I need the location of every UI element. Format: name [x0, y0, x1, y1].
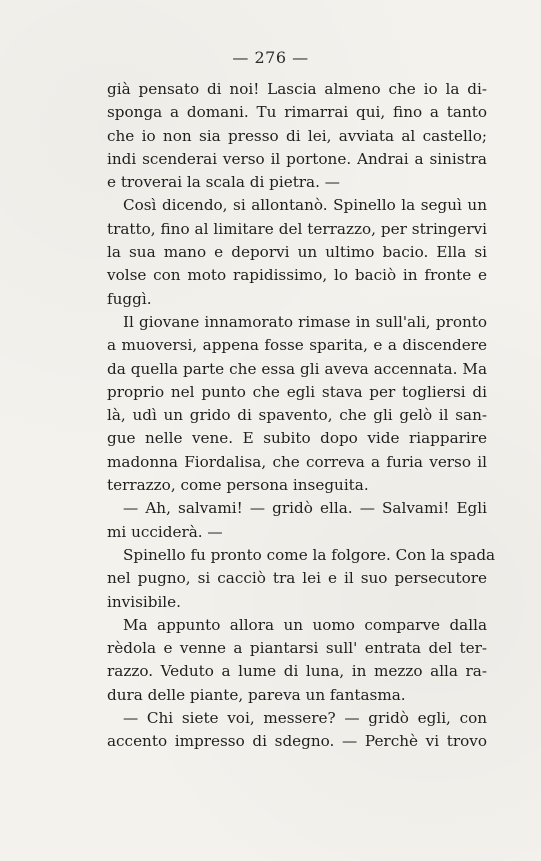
text-line: mi ucciderà. —: [107, 522, 223, 541]
text-line: là, udì un grido di spavento, che gli gelò il san-: [107, 406, 487, 425]
text-line: la sua mano e deporvi un ultimo bacio. Ella si: [107, 243, 487, 262]
text-line: Ma appunto allora un uomo comparve dalla: [123, 615, 487, 634]
text-line: Così dicendo, si allontanò. Spinello la seguì un: [123, 196, 487, 215]
text-line: indi scenderai verso il portone. Andrai a sinistra: [107, 149, 487, 168]
text-line: e troverai la scala di pietra. —: [107, 173, 340, 192]
text-line: terrazzo, come persona inseguita.: [107, 476, 369, 495]
text-line: nel pugno, si cacciò tra lei e il suo persecutore: [107, 569, 487, 588]
body-text: [107, 78, 496, 754]
page-number: — 276 —: [232, 48, 309, 67]
text-line: rèdola e venne a piantarsi sull' entrata del ter-: [107, 639, 487, 658]
text-line: a muoversi, appena fosse sparita, e a discendere: [107, 336, 487, 355]
text-line: proprio nel punto che egli stava per togliersi di: [107, 382, 487, 401]
text-line: tratto, fino al limitare del terrazzo, per stringervi: [107, 219, 487, 238]
text-line: che io non sia presso di lei, avviata al castello;: [107, 126, 487, 145]
text-line: madonna Fiordalisa, che correva a furia verso il: [107, 452, 487, 471]
text-line: dura delle piante, pareva un fantasma.: [107, 685, 406, 704]
text-line: invisibile.: [107, 592, 181, 611]
text-line: — Ah, salvami! — gridò ella. — Salvami! Egli: [123, 499, 487, 518]
text-line: gue nelle vene. E subito dopo vide riapparire: [107, 429, 487, 448]
text-line: Il giovane innamorato rimase in sull'ali, pronto: [123, 312, 487, 331]
text-line: già pensato di noi! Lascia almeno che io la di-: [107, 80, 487, 98]
text-line: volse con moto rapidissimo, lo baciò in fronte e: [107, 266, 487, 285]
text-line: razzo. Veduto a lume di luna, in mezzo alla ra-: [107, 662, 487, 681]
text-line: fuggì.: [107, 289, 152, 308]
text-line: sponga a domani. Tu rimarrai qui, fino a tanto: [107, 103, 487, 122]
text-line: Spinello fu pronto come la folgore. Con la spada: [123, 545, 496, 564]
text-line: accento impresso di sdegno. — Perchè vi trovo: [107, 732, 487, 751]
text-line: — Chi siete voi, messere? — gridò egli, con: [123, 709, 487, 728]
text-line: da quella parte che essa gli aveva accennata. Ma: [107, 359, 487, 378]
